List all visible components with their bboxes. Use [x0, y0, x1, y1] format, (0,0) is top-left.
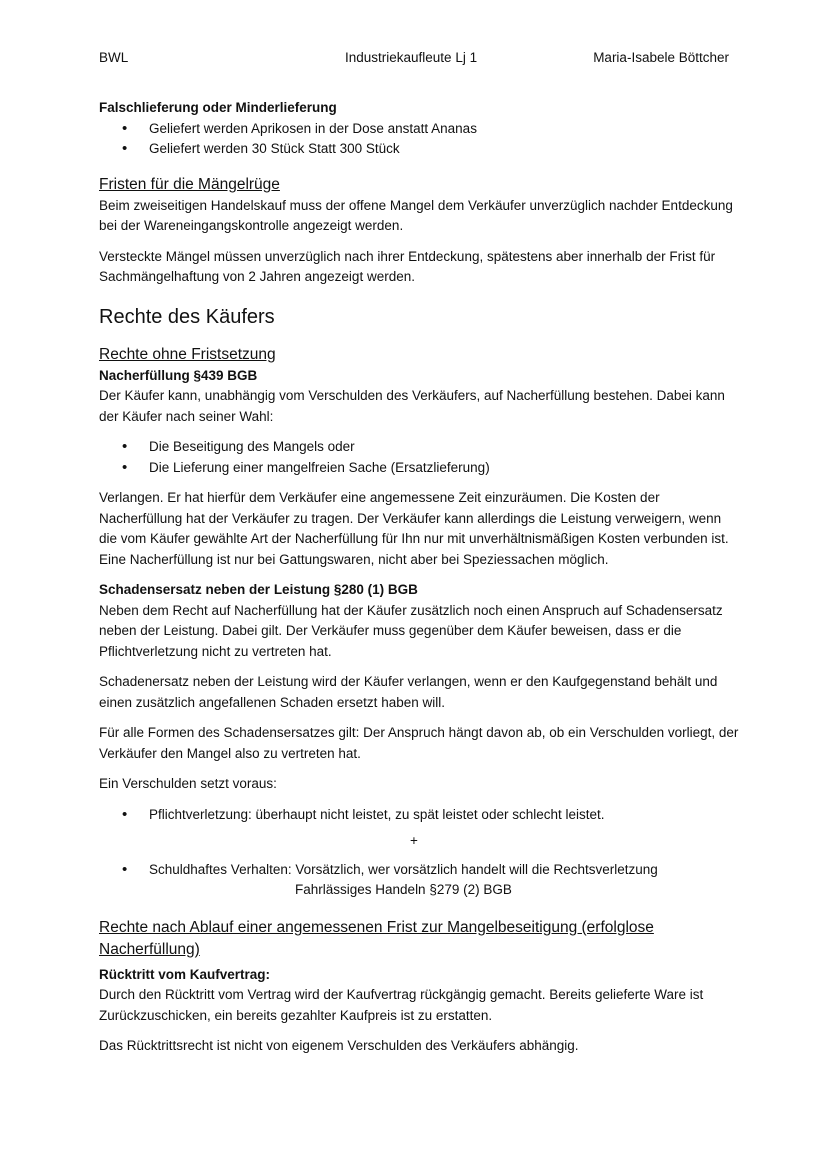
page-header: [99, 50, 729, 70]
falschlieferung-heading: Falschlieferung oder Minderlieferung: [99, 100, 337, 115]
list-item: • Geliefert werden 30 Stück Statt 300 Stück: [99, 139, 739, 160]
header-course: Industriekaufleute Lj 1: [345, 50, 478, 65]
nach-ablauf-heading: Rechte nach Ablauf einer angemessenen Frist zur Mangelbeseitigung (erfolglose Nacherfüllung): [99, 918, 654, 958]
ruecktritt-paragraph-2: Das Rücktrittsrecht ist nicht von eigenem Verschulden des Verkäufers abhängig.: [99, 1038, 579, 1053]
rechte-heading: Rechte des Käufers: [99, 305, 275, 328]
schadensersatz-paragraph-1: Neben dem Recht auf Nacherfüllung hat der Käufer zusätzlich noch einen Anspruch auf Schadensersatz neben der Leistung. Dabei gilt. Der Verkäufer muss gegenüber dem Käufer beweisen, dass er die Pflichtverletzung nicht zu vertreten hat.: [99, 602, 723, 659]
plus-sign: +: [410, 833, 418, 848]
document-body: [99, 98, 739, 1067]
fristen-paragraph-2: Versteckte Mängel müssen unverzüglich nach ihrer Entdeckung, spätestens aber innerhalb der Frist für Sachmängelhaftung von 2 Jahren angezeigt werden.: [99, 248, 716, 284]
schadensersatz-paragraph-2: Schadenersatz neben der Leistung wird der Käufer verlangen, wenn er den Kaufgegenstand behält und einen zusätzlich angefallenen Schaden ersetzt haben will.: [99, 674, 718, 710]
list-item: • Pflichtverletzung: überhaupt nicht leistet, zu spät leistet oder schlecht leistet.: [99, 805, 739, 826]
fristen-heading: Fristen für die Mängelrüge: [99, 175, 280, 193]
list-item: • Die Beseitigung des Mangels oder: [99, 437, 739, 458]
schadensersatz-heading: Schadensersatz neben der Leistung §280 (1) BGB: [99, 582, 418, 597]
nacherfuellung-paragraph-2: Verlangen. Er hat hierfür dem Verkäufer eine angemessene Zeit einzuräumen. Die Kosten der Nacherfüllung hat der Verkäufer zu tragen. Der Verkäufer kann allerdings die Leistung verweigern, wenn die vom Käufer gewählte Art der Nacherfüllung für Ihn nur mit unverhältnismäßigen Kosten verbunden ist. Eine Nacherfüllung ist nur bei Gattungswaren, nicht aber bei Speziessachen möglich.: [99, 490, 729, 567]
nacherfuellung-heading: Nacherfüllung §439 BGB: [99, 367, 258, 383]
list-item: • Geliefert werden Aprikosen in der Dose anstatt Ananas: [99, 119, 739, 140]
list-item: • Die Lieferung einer mangelfreien Sache (Ersatzlieferung): [99, 458, 739, 479]
schadensersatz-paragraph-4: Ein Verschulden setzt voraus:: [99, 776, 277, 791]
schadensersatz-paragraph-3: Für alle Formen des Schadensersatzes gilt: Der Anspruch hängt davon ab, ob ein Verschulden vorliegt, der Verkäufer den Mangel also zu vertreten hat.: [99, 725, 739, 761]
header-subject: BWL: [99, 50, 129, 65]
header-author: Maria-Isabele Böttcher: [593, 50, 729, 65]
verschulden-list-1: [99, 805, 739, 826]
falschlieferung-list: [99, 119, 739, 160]
list-item: • Schuldhaftes Verhalten: Vorsätzlich, wer vorsätzlich handelt will die Rechtsverletzung: [99, 860, 739, 881]
nacherfuellung-paragraph-1: Der Käufer kann, unabhängig vom Verschulden des Verkäufers, auf Nacherfüllung bestehen. Dabei kann der Käufer nach seiner Wahl:: [99, 388, 725, 424]
nacherfuellung-list: [99, 437, 739, 478]
verschulden-list-2: [99, 860, 739, 881]
ruecktritt-paragraph-1: Durch den Rücktritt vom Vertrag wird der Kaufvertrag rückgängig gemacht. Bereits gelieferte Ware ist Zurückzuschicken, ein bereits gezahlter Kaufpreis ist zu erstatten.: [99, 987, 704, 1023]
ohne-fristsetzung-heading: Rechte ohne Fristsetzung: [99, 345, 276, 363]
fahrlaessig-line: Fahrlässiges Handeln §279 (2) BGB: [295, 882, 512, 897]
fristen-paragraph-1: Beim zweiseitigen Handelskauf muss der offene Mangel dem Verkäufer unverzüglich nachder Entdeckung bei der Wareneingangskontrolle angezeigt werden.: [99, 197, 733, 233]
ruecktritt-heading: Rücktritt vom Kaufvertrag:: [99, 966, 271, 982]
